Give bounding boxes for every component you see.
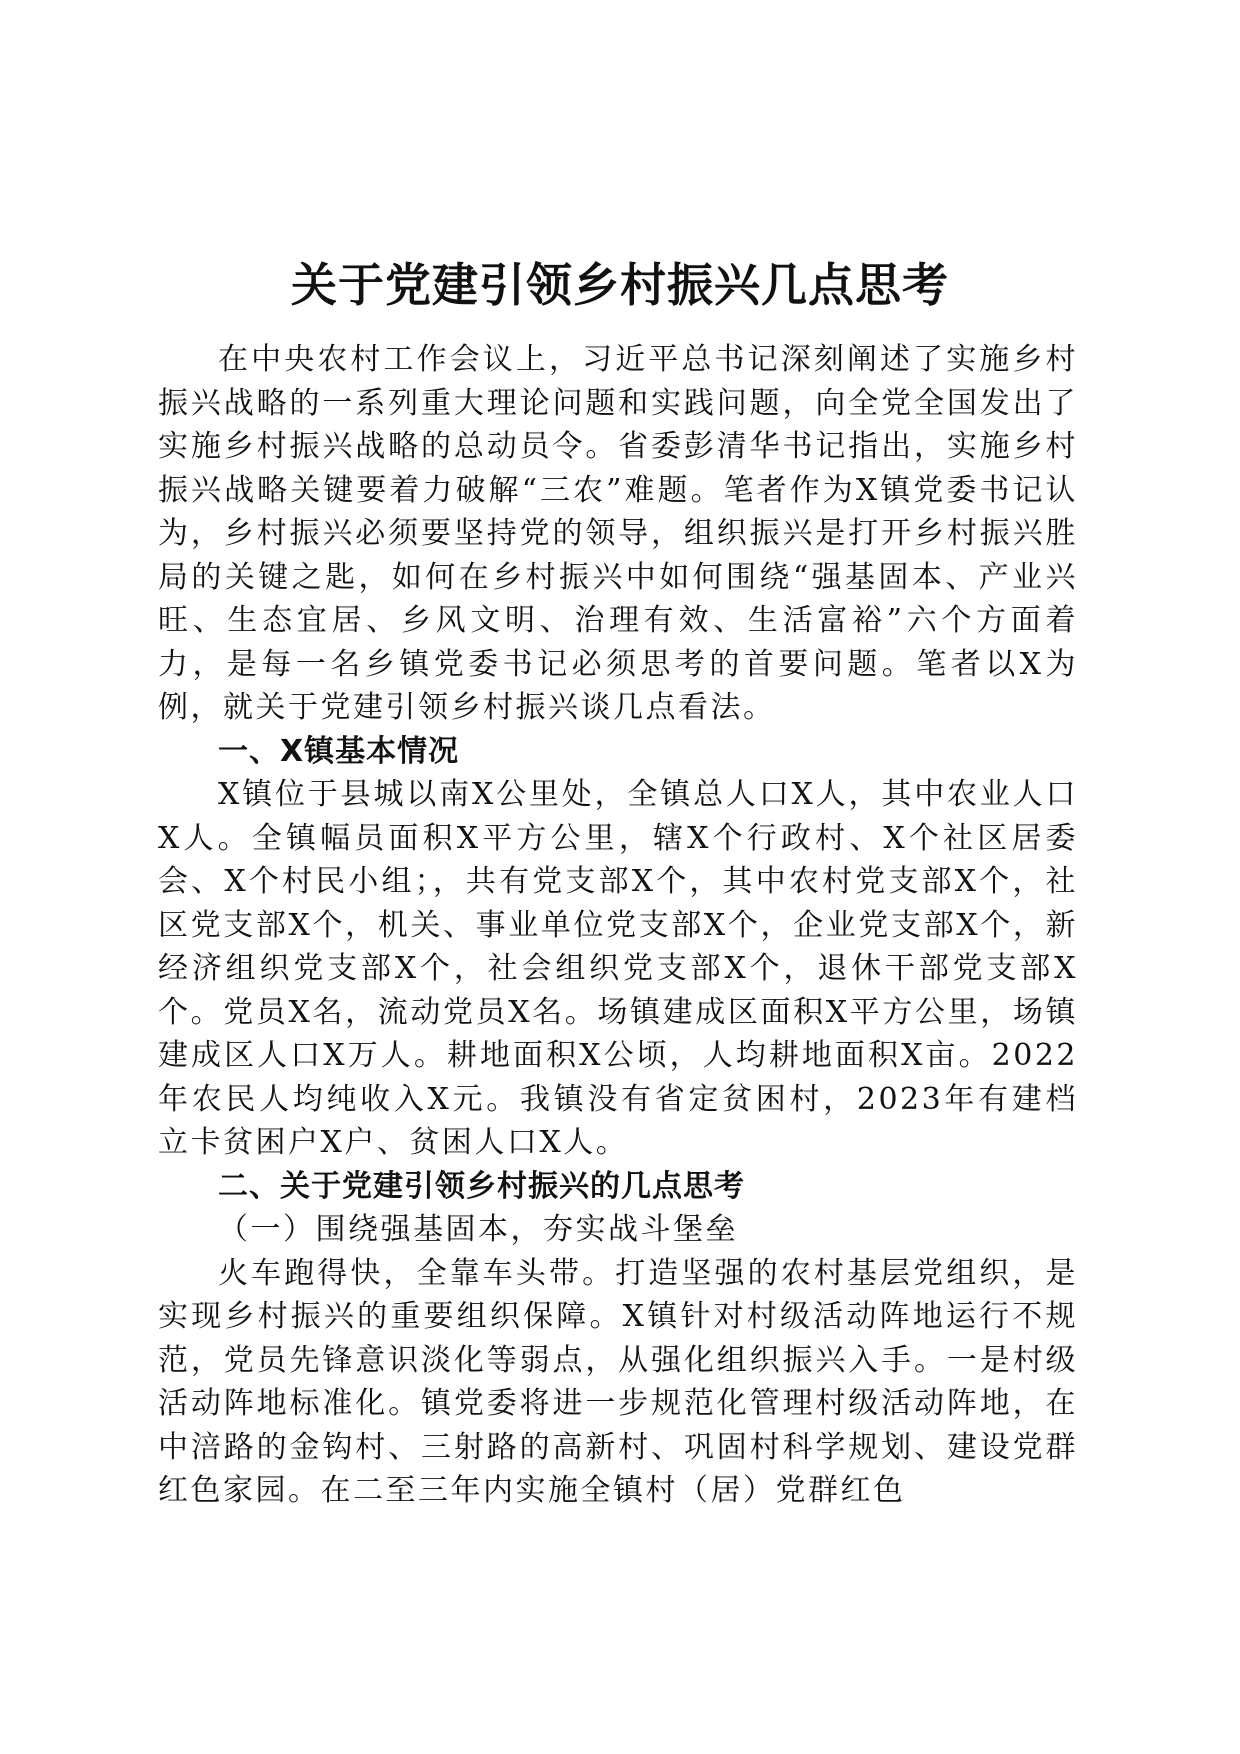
foundation-paragraph: 火车跑得快，全靠车头带。打造坚强的农村基层党组织，是实现乡村振兴的重要组织保障。X镇针对村级活动阵地运行不规范，党员先锋意识淡化等弱点，从强化组织振兴入手。一是村级活动阵地标准化。镇党委将进一步规范化管理村级活动阵地，在中涪路的金钩村、三射路的高新村、巩固村科学规划、建设党群红色家园。在二至三年内实施全镇村（居）党群红色	[158, 1255, 1078, 1508]
subsection-heading-foundation: （一）围绕强基固本，夯实战斗堡垒	[218, 1212, 738, 1247]
document-body	[158, 338, 1078, 1513]
section-heading-thoughts: 二、关于党建引领乡村振兴的几点思考	[218, 1168, 745, 1204]
basic-info-paragraph: X镇位于县城以南X公里处，全镇总人口X人，其中农业人口X人。全镇幅员面积X平方公里，辖X个行政村、X个社区居委会、X个村民小组；，共有党支部X个，其中农村党支部X个，社区党支部X个，机关、事业单位党支部X个，企业党支部X个，新经济组织党支部X个，社会组织党支部X个，退休干部党支部X个。党员X名，流动党员X名。场镇建成区面积X平方公里，场镇建成区人口X万人。耕地面积X公顷，人均耕地面积X亩。2022年农民人均纯收入X元。我镇没有省定贫困村，2023年有建档立卡贫困户X户、贫困人口X人。	[158, 777, 1078, 1160]
section-heading-basic-info: 一、X镇基本情况	[218, 733, 460, 769]
intro-paragraph: 在中央农村工作会议上，习近平总书记深刻阐述了实施乡村振兴战略的一系列重大理论问题和实践问题，向全党全国发出了实施乡村振兴战略的总动员令。省委彭清华书记指出，实施乡村振兴战略关键要着力破解“三农”难题。笔者作为X镇党委书记认为，乡村振兴必须要坚持党的领导，组织振兴是打开乡村振兴胜局的关键之匙，如何在乡村振兴中如何围绕“强基固本、产业兴旺、生态宜居、乡风文明、治理有效、生活富裕”六个方面着力，是每一名乡镇党委书记必须思考的首要问题。笔者以X为例，就关于党建引领乡村振兴谈几点看法。	[158, 342, 1078, 725]
document-title: 关于党建引领乡村振兴几点思考	[291, 258, 949, 312]
